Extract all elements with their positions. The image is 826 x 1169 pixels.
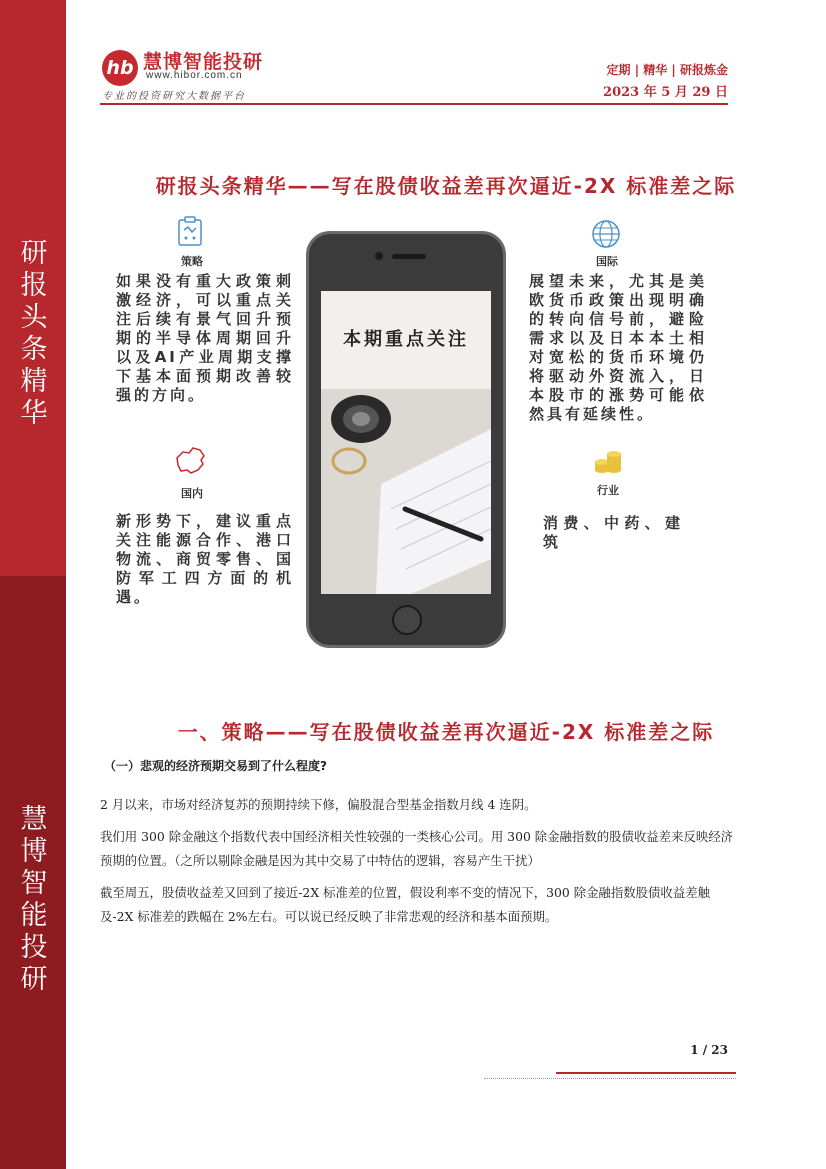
strategy-text: 如果没有重大政策刺激经济，可以重点关注后续有景气回升预期的半导体周期回升以及AI产业周期支撑下基本面预期改善较强的方向。 <box>116 272 294 404</box>
international-heading: 国际 <box>596 255 618 268</box>
globe-icon <box>590 218 622 250</box>
desk-photo-illustration <box>321 389 491 594</box>
industry-text: 消费、中药、建筑 <box>543 514 683 551</box>
sidebar-char: 投 <box>20 932 48 963</box>
sidebar-char: 能 <box>20 900 48 931</box>
phone-screen-label: 本期重点关注 <box>321 291 491 389</box>
international-text: 展望未来，尤其是美欧货币政策出现明确的转向信号前，避险需求以及日本本土相对宽松的货币环境仍将驱动外资流入，日本股市的涨势可能依然具有延续性。 <box>529 272 707 423</box>
phone-home-button <box>392 605 422 635</box>
sidebar-char: 精 <box>20 366 48 397</box>
paragraph-2: 我们用 300 除金融这个指数代表中国经济相关性较强的一类核心公司。用 300 除金融指数的股债收益差来反映经济预期的位置。（之所以剔除金融是因为其中交易了中特估的逻辑，容易产生干扰） <box>100 829 734 868</box>
brand-slogan: 专业的投资研究大数据平台 <box>102 91 246 102</box>
sidebar-char: 华 <box>20 398 48 429</box>
coins-icon <box>592 446 624 476</box>
domestic-text: 新形势下，建议重点关注能源合作、港口物流、商贸零售、国防军工四方面的机遇。 <box>116 512 294 606</box>
phone-illustration <box>306 231 506 648</box>
sidebar-bottom-text <box>14 804 54 996</box>
brand-url: www.hibor.com.cn <box>146 70 243 81</box>
sidebar-char: 头 <box>20 302 48 333</box>
sidebar-char: 智 <box>20 868 48 899</box>
section-title: 一、策略——写在股债收益差再次逼近-2X 标准差之际 <box>177 720 715 744</box>
paragraph-3: 截至周五，股债收益差又回到了接近-2X 标准差的位置，假设利率不变的情况下，300 除金融指数股债收益差触及-2X 标准差的跌幅在 2%左右。可以说已经反映了非常悲观的经济和基本面预期。 <box>100 885 710 924</box>
strategy-heading: 策略 <box>181 255 203 268</box>
header-tags: 定期 | 精华 | 研报炼金 <box>606 63 728 77</box>
clipboard-icon <box>176 216 204 246</box>
brand-name: 慧博智能投研 <box>143 51 264 73</box>
phone-screen <box>321 291 491 594</box>
section-subheading: （一）悲观的经济预期交易到了什么程度? <box>104 759 327 773</box>
page-number: 1 / 23 <box>690 1043 728 1057</box>
sidebar-char: 慧 <box>20 804 48 835</box>
sidebar-char: 报 <box>20 270 48 301</box>
china-map-icon <box>173 446 207 476</box>
phone-speaker <box>392 254 426 259</box>
phone-camera <box>375 252 383 260</box>
footer-dotted-line <box>484 1078 736 1079</box>
sidebar-char: 研 <box>20 238 48 269</box>
sidebar-char: 研 <box>20 964 48 995</box>
domestic-heading: 国内 <box>181 487 203 500</box>
footer-divider <box>556 1072 736 1074</box>
page-title: 研报头条精华——写在股债收益差再次逼近-2X 标准差之际 <box>155 174 737 198</box>
brand-logo-icon: hb <box>102 50 138 86</box>
sidebar-char: 博 <box>20 836 48 867</box>
header-divider <box>100 103 728 105</box>
sidebar-char: 条 <box>20 334 48 365</box>
industry-heading: 行业 <box>597 484 619 497</box>
paragraph-1: 2 月以来，市场对经济复苏的预期持续下修，偏股混合型基金指数月线 4 连阴。 <box>100 797 537 812</box>
header-date: 2023 年 5 月 29 日 <box>603 85 728 100</box>
sidebar-top-text <box>14 238 54 430</box>
